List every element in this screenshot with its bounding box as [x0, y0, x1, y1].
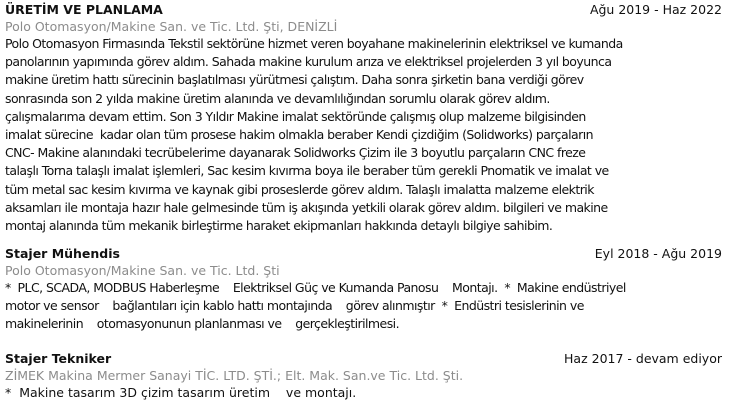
job-title: Stajer Tekniker — [5, 351, 112, 366]
entry-header — [5, 349, 725, 367]
job-dates: Eyl 2018 - Ağu 2019 — [594, 246, 722, 261]
description-line: CNC- Makine alanındaki tecrübelerime dayanarak Solidworks Çizim ile 3 boyutlu parçaların CNC freze — [5, 145, 586, 161]
entry-header — [5, 244, 725, 262]
description-line: makinelerinin otomasyonunun planlanması ve gerçekleştirilmesi. — [5, 316, 399, 332]
description-line: çalışmalarıma devam ettim. Son 3 Yıldır Makine imalat sektöründe çalışmış olup malzeme bilgisinden — [5, 108, 586, 124]
description-line: * Makine tasarım 3D çizim tasarım üretim ve montajı. — [5, 385, 357, 400]
description-line: talaşlı Torna talaşlı imalat işlemleri, Sac kesim kıvırma boya ile beraber tüm gerekli Pnomatik ve imalat ve — [5, 163, 609, 179]
description-line: montaj alanında tüm mekanik birleştirme haraket ekipmanları hakkında detaylı bilgiye sahibim. — [5, 218, 553, 234]
job-dates: Haz 2017 - devam ediyor — [564, 351, 722, 366]
description-line: tüm metal sac kesim kıvırma ve kaynak gibi proseslerde görev aldım. Talaşlı imalatta malzeme elektrik — [5, 181, 594, 197]
job-title: ÜRETİM VE PLANLAMA — [5, 2, 163, 17]
description-line: imalat sürecine kadar olan tüm prosese hakim olmakla beraber Kendi çizdiğim (Solidworks) parçaların — [5, 127, 594, 143]
description-line: motor ve sensor bağlantıları için kablo hattı montajında görev alınmıştır * Endüstri tesislerinin ve — [5, 298, 584, 314]
job-description — [5, 35, 725, 235]
entry-header — [5, 0, 725, 18]
company-name: Polo Otomasyon/Makine San. ve Tic. Ltd. Şti — [5, 263, 280, 278]
job-dates: Ağu 2019 - Haz 2022 — [589, 2, 722, 17]
description-line: Polo Otomasyon Firmasında Tekstil sektörüne hizmet veren boyahane makinelerinin elektriksel ve kumanda — [5, 36, 623, 51]
experience-entry — [5, 0, 725, 244]
experience-entry — [5, 244, 725, 349]
description-line: makine üretim hattı sürecinin başlatılması yürütmesi çalıştım. Daha sonra şirketin bana verdiği görev — [5, 72, 584, 88]
job-description — [5, 384, 725, 402]
job-title: Stajer Mühendis — [5, 246, 120, 261]
description-line: panolarının yapımında görev aldım. Sahada makine kurulum arıza ve elektriksel projelerden 3 yıl boyunca — [5, 54, 612, 70]
description-line: aksamları ile montaja hazır hale gelmesinde tüm iş akışında yetkili olarak görev aldım. bilgileri ve makine — [5, 199, 608, 215]
experience-entry — [5, 349, 725, 411]
company-name: ZİMEK Makina Mermer Sanayi TİC. LTD. ŞTİ.; Elt. Mak. San.ve Tic. Ltd. Şti. — [5, 368, 464, 383]
company-name: Polo Otomasyon/Makine San. ve Tic. Ltd. Şti, DENİZLİ — [5, 19, 338, 34]
job-description — [5, 279, 725, 334]
description-line: sonrasında son 2 yılda makine üretim alanında ve devamlılığından sorumlu olarak görev aldım. — [5, 90, 550, 106]
experience-section — [5, 0, 725, 411]
description-line: * PLC, SCADA, MODBUS Haberleşme Elektriksel Güç ve Kumanda Panosu Montajı. * Makine endüstriyel — [5, 280, 626, 295]
